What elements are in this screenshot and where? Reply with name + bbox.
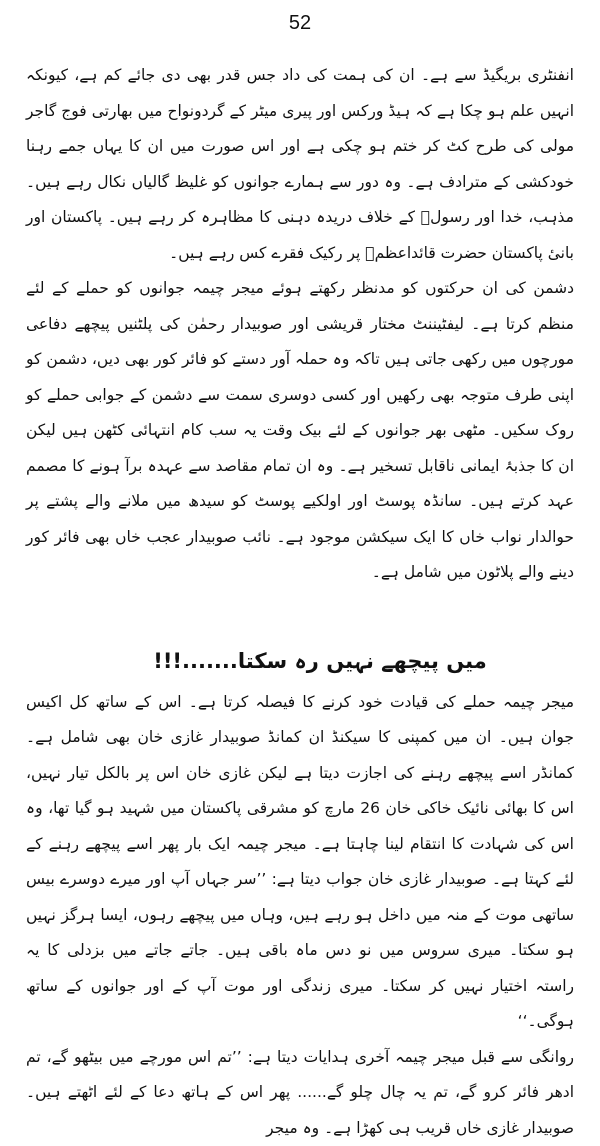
section-heading: میں پیچھے نہیں رہ سکتا.......!!! [26,641,574,681]
section-spacer [26,591,574,641]
paragraph-4: روانگی سے قبل میجر چیمہ آخری ہدایات دیتا ہے: ’’تم اس مورچے میں بیٹھو گے، تم ادھر فائر کرو گے، تم یہ چال چلو گے...... پھر اس کے ہاتھ دعا کے لئے اٹھتے ہیں۔ صوبیدار غازی خاں قریب ہی کھڑا ہے۔ وہ میجر [26,1040,574,1146]
paragraph-1: انفنٹری بریگیڈ سے ہے۔ ان کی ہمت کی داد جس قدر بھی دی جائے کم ہے، کیونکہ انہیں علم ہو چکا ہے کہ ہیڈ ورکس اور پیری میٹر کے گردونواح میں بھارتی فوج گاجر مولی کی طرح کٹ کر ختم ہو چکی ہے اور اس صورت میں ان کا یہاں جمے رہنا خودکشی کے مترادف ہے۔ وہ دور سے ہمارے جوانوں کو غلیظ گالیاں نکال رہے ہیں۔ مذہب، خدا اور رسولؐ کے خلاف دریدہ دہنی کا مظاہرہ کر رہے ہیں۔ پاکستان اور بانیٔ پاکستان حضرت قائداعظمؒ پر رکیک فقرے کس رہے ہیں۔ [26,58,574,271]
page-body [26,58,574,1146]
paragraph-3: میجر چیمہ حملے کی قیادت خود کرنے کا فیصلہ کرتا ہے۔ اس کے ساتھ کل اکیس جوان ہیں۔ ان میں کمپنی کا سیکنڈ ان کمانڈ صوبیدار غازی خان بھی شامل ہے۔ کمانڈر اسے پیچھے رہنے کی اجازت دیتا ہے لیکن غازی خان اس پر بالکل تیار نہیں، اس کا بھائی نائیک خاکی خان 26 مارچ کو مشرقی پاکستان میں شہید ہو گیا تھا، وہ اس کی شہادت کا انتقام لینا چاہتا ہے۔ میجر چیمہ ایک بار پھر اسے پیچھے رہنے کے لئے کہتا ہے۔ صوبیدار غازی خان جواب دیتا ہے: ’’سر جہاں آپ اور میرے دوسرے بیس ساتھی موت کے منہ میں داخل ہو رہے ہیں، وہاں میں پیچھے رہوں، ایسا ہرگز نہیں ہو سکتا۔ میری سروس میں نو دس ماہ باقی ہیں۔ جاتے جاتے میں بزدلی کا یہ راستہ اختیار نہیں کر سکتا۔ میری زندگی اور موت آپ کے اور جوانوں کے ساتھ ہوگی۔‘‘ [26,685,574,1040]
page-number: 52 [0,12,600,35]
paragraph-2: دشمن کی ان حرکتوں کو مدنظر رکھتے ہوئے میجر چیمہ جوانوں کو حملے کے لئے منظم کرتا ہے۔ لیفٹیننٹ مختار قریشی اور صوبیدار رحمٰن کی پلٹنیں پیچھے دفاعی مورچوں میں رکھی جاتی ہیں تاکہ وہ حملہ آور دستے کو فائر کور بھی دیں، دشمن کو اپنی طرف متوجہ بھی رکھیں اور کسی دوسری سمت سے دشمن کے جوابی حملے کو روک سکیں۔ مٹھی بھر جوانوں کے لئے بیک وقت یہ سب کام انتہائی کٹھن ہیں لیکن ان کا جذبۂ ایمانی ناقابل تسخیر ہے۔ وہ ان تمام مقاصد سے عہدہ برآ ہونے کا مصمم عہد کرتے ہیں۔ سانڈہ پوسٹ اور اولکیے پوسٹ کو سیدھ میں ملانے والے پشتے پر حوالدار نواب خاں کا ایک سیکشن موجود ہے۔ نائب صوبیدار عجب خاں بھی فائر کور دینے والے پلاٹون میں شامل ہے۔ [26,271,574,591]
